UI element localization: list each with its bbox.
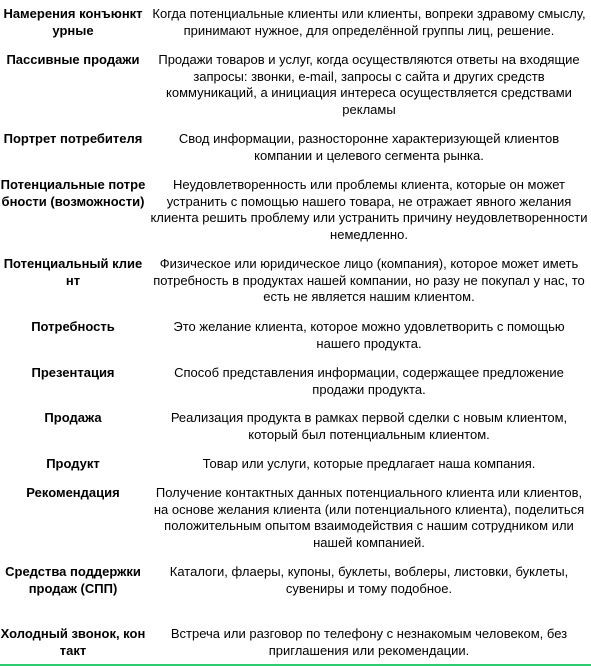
glossary-term: Холодный звонок, контакт	[0, 626, 146, 658]
glossary-definition: Свод информации, разносторонне характеризующей клиентов компании и целевого сегмента рынка.	[178, 131, 560, 163]
glossary-definition: Каталоги, флаеры, купоны, буклеты, воблеры, листовки, буклеты, сувениры и тому подобное.	[169, 564, 569, 596]
glossary-definition: Когда потенциальные клиенты или клиенты, вопреки здравому смыслу, принимают нужное, для определённой группы лиц, решение.	[152, 6, 586, 38]
glossary-term: Намерения конъюнктурные	[3, 6, 143, 38]
glossary-term: Пассивные продажи	[6, 52, 140, 67]
glossary-row	[0, 456, 588, 473]
glossary-row	[0, 177, 588, 243]
glossary-row	[0, 564, 588, 597]
glossary-term: Потенциальный клиент	[3, 256, 143, 288]
glossary-definition: Получение контактных данных потенциального клиента или клиентов, на основе желания клиента (или потенциального клиента), поделиться положительным опытом взаимодействия с нашим сотрудником или нашей компанией.	[153, 485, 585, 550]
glossary-row	[0, 626, 588, 659]
glossary-definition: Это желание клиента, которое можно удовлетворить с помощью нашего продукта.	[173, 319, 565, 351]
glossary-term: Портрет потребителя	[3, 131, 143, 146]
glossary-row	[0, 365, 588, 398]
glossary-row	[0, 485, 588, 551]
glossary-term: Презентация	[31, 365, 115, 380]
glossary-row	[0, 131, 588, 164]
glossary-definition: Физическое или юридическое лицо (компания), которое может иметь потребность в продуктах нашей компании, но разу не покупал у нас, то есть не является нашим клиентом.	[153, 256, 585, 304]
glossary-definition: Продажи товаров и услуг, когда осуществляются ответы на входящие запросы: звонки, e-mail, запросы с сайта и других средств коммуникаций, а инициация интереса осуществляется средствами рекламы	[158, 52, 580, 117]
glossary-term: Потенциальные потребности (возможности)	[0, 177, 146, 209]
glossary-definition: Товар или услуги, которые предлагает наша компания.	[202, 456, 536, 471]
glossary-definition: Реализация продукта в рамках первой сделки с новым клиентом, который был потенциальным клиентом.	[170, 410, 568, 442]
glossary-row	[0, 6, 588, 39]
glossary-term: Продажа	[44, 410, 102, 425]
glossary-definition: Встреча или разговор по телефону с незнакомым человеком, без приглашения или рекомендации.	[170, 626, 568, 658]
glossary-term: Продукт	[46, 456, 100, 471]
glossary-term: Потребность	[31, 319, 115, 334]
glossary-row	[0, 319, 588, 352]
glossary-row	[0, 52, 588, 118]
glossary-definition: Способ представления информации, содержащее предложение продажи продукта.	[174, 365, 564, 397]
glossary-row	[0, 410, 588, 443]
glossary-term: Средства поддержки продаж (СПП)	[5, 564, 141, 596]
glossary-definition: Неудовлетворенность или проблемы клиента, которые он может устранить с помощью нашего товара, не отражает явного желания клиента решить проблему или устранить причину неудовлетворенности немедленно.	[150, 177, 588, 242]
glossary-row	[0, 256, 588, 306]
glossary-term: Рекомендация	[26, 485, 120, 500]
